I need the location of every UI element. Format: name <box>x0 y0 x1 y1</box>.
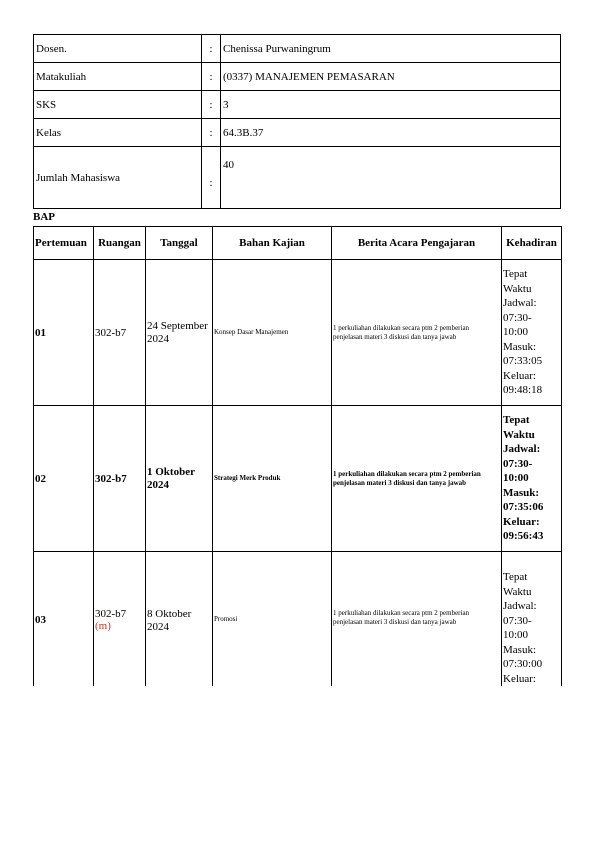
berita-acara-value: 1 perkuliahan dilakukan secara ptm 2 pemberian penjelasan materi 3 diskusi dan tanya jawab <box>333 609 470 626</box>
tanggal-value: 8 Oktober 2024 <box>147 608 192 633</box>
info-value: 3 <box>221 91 561 119</box>
info-separator: : <box>202 63 221 91</box>
tanggal-cell: 1 Oktober 2024 <box>146 406 213 552</box>
ruangan-value: 302-b7 <box>95 326 127 339</box>
kehadiran-line: 07:33:05 <box>503 355 543 368</box>
tanggal-cell: 24 September 2024 <box>146 260 213 406</box>
bahan-kajian-cell: Konsep Dasar Manajemen <box>213 260 332 406</box>
info-label: SKS <box>34 91 202 119</box>
kehadiran-line: 10:00 <box>503 326 529 339</box>
info-label: Dosen. <box>34 35 202 63</box>
kehadiran-line: 09:56:43 <box>503 530 544 543</box>
header-kehadiran: Kehadiran <box>502 227 562 260</box>
pertemuan-cell: 01 <box>34 260 94 406</box>
info-value: (0337) MANAJEMEN PEMASARAN <box>221 63 561 91</box>
kehadiran-line: Jadwal: <box>503 443 541 456</box>
kehadiran-line: Jadwal: <box>503 600 537 612</box>
kehadiran-line: 09:48:18 <box>503 384 543 397</box>
header-pertemuan: Pertemuan <box>34 227 94 260</box>
kehadiran-line: 07:30- <box>503 311 532 324</box>
kehadiran-line: Keluar: <box>503 672 536 685</box>
table-row <box>34 406 562 552</box>
pertemuan-value: 03 <box>35 614 46 626</box>
kehadiran-line: 07:35:06 <box>503 501 544 514</box>
ruangan-cell <box>94 552 146 687</box>
kehadiran-cell <box>502 552 562 687</box>
info-label: Matakuliah <box>34 63 202 91</box>
kehadiran-line: 10:00 <box>503 472 529 485</box>
kehadiran-line: Waktu <box>503 428 535 441</box>
bap-header-row <box>34 227 562 260</box>
kehadiran-cell <box>502 406 562 552</box>
info-value: Chenissa Purwaningrum <box>221 35 561 63</box>
info-row-dosen <box>34 35 561 63</box>
tanggal-cell <box>146 552 213 687</box>
ruangan-mark: (m) <box>95 620 111 632</box>
kehadiran-line: Tepat <box>503 571 528 583</box>
bahan-kajian-value: Promosi <box>214 615 238 623</box>
info-row-matakuliah <box>34 63 561 91</box>
header-berita-acara: Berita Acara Pengajaran <box>332 227 502 260</box>
info-separator: : <box>202 91 221 119</box>
ruangan-value: 302-b7 <box>95 472 127 485</box>
kehadiran-line: 07:30- <box>503 614 532 627</box>
table-row <box>34 552 562 687</box>
info-row-jumlah-mahasiswa <box>34 147 561 209</box>
bahan-kajian-cell: Strategi Merk Produk <box>213 406 332 552</box>
info-row-sks <box>34 91 561 119</box>
bap-table <box>33 226 562 686</box>
kehadiran-line: Tepat <box>503 414 530 427</box>
header-ruangan: Ruangan <box>94 227 146 260</box>
kehadiran-line: Tepat <box>503 268 528 281</box>
kehadiran-line: 07:30- <box>503 457 533 470</box>
kehadiran-line: 10:00 <box>503 629 529 641</box>
kehadiran-line: Masuk: <box>503 486 540 499</box>
berita-acara-cell: 1 perkuliahan dilakukan secara ptm 2 pemberian penjelasan materi 3 diskusi dan tanya jawab <box>332 406 502 552</box>
course-info-table <box>33 34 561 209</box>
ruangan-value: 302-b7 <box>95 608 127 620</box>
bap-title: BAP <box>33 211 55 223</box>
table-row <box>34 260 562 406</box>
kehadiran-line: Keluar: <box>503 515 540 528</box>
kehadiran-cell <box>502 260 562 406</box>
info-separator: : <box>202 147 221 209</box>
berita-acara-cell: 1 perkuliahan dilakukan secara ptm 2 pemberian penjelasan materi 3 diskusi dan tanya jawab <box>332 260 502 406</box>
kehadiran-line: Jadwal: <box>503 297 537 310</box>
kehadiran-line: Keluar: <box>503 369 536 382</box>
info-value: 64.3B.37 <box>221 119 561 147</box>
kehadiran-line: Waktu <box>503 282 532 295</box>
bahan-kajian-cell <box>213 552 332 687</box>
info-row-kelas <box>34 119 561 147</box>
kehadiran-line: Masuk: <box>503 643 536 656</box>
kehadiran-line: Masuk: <box>503 340 536 353</box>
ruangan-cell <box>94 406 146 552</box>
info-label: Kelas <box>34 119 202 147</box>
header-tanggal: Tanggal <box>146 227 213 260</box>
info-label: Jumlah Mahasiswa <box>34 147 202 209</box>
ruangan-cell <box>94 260 146 406</box>
info-separator: : <box>202 35 221 63</box>
pertemuan-cell: 02 <box>34 406 94 552</box>
kehadiran-line: Waktu <box>503 585 532 598</box>
info-value: 40 <box>221 147 561 209</box>
berita-acara-cell <box>332 552 502 687</box>
kehadiran-line: 07:30:00 <box>503 658 543 670</box>
pertemuan-cell <box>34 552 94 687</box>
info-separator: : <box>202 119 221 147</box>
header-bahan-kajian: Bahan Kajian <box>213 227 332 260</box>
